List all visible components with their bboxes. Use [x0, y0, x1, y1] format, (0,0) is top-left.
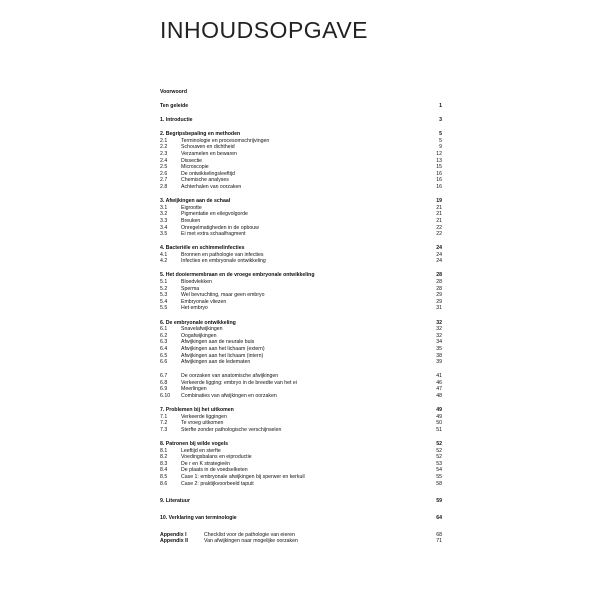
toc-page-number: 28 [436, 285, 442, 292]
toc-entry-title: Pigmentatie en eilegvolgorde [181, 211, 248, 218]
toc-entry-number: 6.7 [160, 373, 168, 380]
toc-section-row[interactable] [160, 414, 442, 421]
toc-entry-title: Leeftijd en sterfte [181, 447, 221, 454]
toc-entry-number: 2.6 [160, 170, 168, 177]
toc-page-number: 16 [436, 177, 442, 184]
toc-entry-title: Wel bevruchting, maar geen embryo [181, 292, 265, 299]
toc-chapter-row[interactable] [160, 272, 442, 279]
toc-section-row[interactable] [160, 454, 442, 461]
toc-page-number: 24 [436, 258, 442, 265]
toc-section-row[interactable] [160, 151, 442, 158]
toc-page-number: 49 [436, 407, 442, 414]
toc-entry-number: 3.4 [160, 224, 168, 231]
toc-entry-title: Sterfte zonder pathologische verschijnselen [181, 426, 282, 433]
toc-section-row[interactable] [160, 353, 442, 360]
toc-page-number: 51 [436, 426, 442, 433]
toc-spacer [160, 433, 442, 441]
toc-page-number: 39 [436, 359, 442, 366]
toc-section-row[interactable] [160, 420, 442, 427]
toc-entry-number: 6.8 [160, 379, 168, 386]
toc-page-number: 46 [436, 379, 442, 386]
toc-entry-title: Microscopie [181, 164, 209, 171]
toc-entry-title: 10. Verklaring van terminologie [160, 514, 237, 521]
toc-chapter-row[interactable] [160, 103, 442, 110]
toc-page-number: 52 [436, 440, 442, 447]
toc-page-number: 24 [436, 245, 442, 252]
toc-page-number: 50 [436, 420, 442, 427]
toc-entry-title: 6. De embryonale ontwikkeling [160, 319, 236, 326]
toc-entry-title: Van afwijkingen naar mogelijke oorzaken [204, 538, 298, 545]
toc-section-row[interactable] [160, 211, 442, 218]
toc-entry-title: Het embryo [181, 305, 208, 312]
toc-entry-title: Case 2: praktijkvoorbeeld tapuit [181, 480, 254, 487]
toc-entry-title: 8. Patronen bij wilde vogels [160, 440, 229, 447]
toc-page-number: 31 [436, 305, 442, 312]
toc-entry-number: 5.2 [160, 285, 168, 292]
toc-entry-number: 5.4 [160, 298, 168, 305]
toc-page-number: 29 [436, 298, 442, 305]
toc-page-number: 52 [436, 454, 442, 461]
toc-page-number: 5 [439, 131, 442, 138]
toc-entry-title: 9. Literatuur [160, 497, 190, 504]
toc-section-row[interactable] [160, 158, 442, 165]
toc-entry-number: Appendix I [160, 531, 187, 538]
toc-entry-number: 2.4 [160, 157, 168, 164]
toc-page-number: 28 [436, 272, 442, 279]
toc-entry-title: Bronnen en pathologie van infecties [181, 251, 264, 258]
toc-entry-number: 5.1 [160, 279, 168, 286]
toc-spacer [160, 238, 442, 246]
toc-entry-number: 8.6 [160, 480, 168, 487]
toc-page-number: 58 [436, 480, 442, 487]
toc-entry-title: Afwijkingen aan het lichaam (extern) [181, 345, 265, 352]
toc-entry-title: Breuken [181, 217, 201, 224]
toc-entry-number: 6.2 [160, 332, 168, 339]
toc-entry-number: 8.4 [160, 467, 168, 474]
toc-entry-title: Eigrootte [181, 204, 202, 211]
toc-chapter-row[interactable] [160, 89, 442, 96]
toc-section-row[interactable] [160, 184, 442, 191]
toc-entry-number: 7.2 [160, 420, 168, 427]
toc-entry-number: 6.5 [160, 352, 168, 359]
toc-page-number: 19 [436, 198, 442, 205]
toc-section-row[interactable] [160, 292, 442, 299]
toc-page-number: 41 [436, 373, 442, 380]
toc-page-number: 24 [436, 251, 442, 258]
toc-page-number: 53 [436, 460, 442, 467]
toc-page-number: 9 [439, 144, 442, 151]
toc-section-row[interactable] [160, 481, 442, 488]
toc-entry-number: 2.1 [160, 137, 168, 144]
toc-entry-number: 2.8 [160, 184, 168, 191]
toc-page-number: 54 [436, 467, 442, 474]
toc-chapter-row[interactable] [160, 498, 442, 505]
toc-entry-title: Bloedvlekken [181, 279, 212, 286]
toc-section-row[interactable] [160, 171, 442, 178]
toc-entry-number: 2.3 [160, 151, 168, 158]
toc-entry-title: Infecties en embryonale ontwikkeling [181, 258, 266, 265]
toc-section-row[interactable] [160, 218, 442, 225]
toc-section-row[interactable] [160, 427, 442, 434]
toc-chapter-row[interactable] [160, 515, 442, 522]
toc-page-number: 22 [436, 224, 442, 231]
toc-entry-title: Achterhalen van oorzaken [181, 184, 242, 191]
toc-chapter-row[interactable] [160, 441, 442, 448]
toc-section-row[interactable] [160, 448, 442, 455]
toc-entry-title: Snavelafwijkingen [181, 326, 223, 333]
toc-spacer [160, 487, 442, 498]
toc-spacer [160, 504, 442, 515]
toc-entry-number: 3.5 [160, 231, 168, 238]
toc-section-row[interactable] [160, 138, 442, 145]
toc-entry-title: Verkeerde ligging: embryo in de breedte van het ei [181, 379, 297, 386]
toc-entry-title: 3. Afwijkingen aan de schaal [160, 198, 231, 205]
toc-page-number: 13 [436, 157, 442, 164]
toc-entry-number: 4.2 [160, 258, 168, 265]
toc-entry-title: Sperma [181, 285, 200, 292]
toc-entry-number: 3.3 [160, 217, 168, 224]
page-title: INHOUDSOPGAVE [160, 17, 368, 43]
toc-entry-title: Case 1: embryonale afwijkingen bij sperwer en kerkuil [181, 473, 305, 480]
toc-page-number: 52 [436, 447, 442, 454]
toc-entry-title: 7. Problemen bij het uitkomen [160, 407, 234, 414]
toc-chapter-row[interactable] [160, 131, 442, 138]
toc-entry-title: Voorwoord [160, 89, 187, 95]
toc-entry-number: Appendix II [160, 538, 188, 545]
toc-section-row[interactable] [160, 225, 442, 232]
toc-page-number: 1 [439, 103, 442, 110]
toc-section-row[interactable] [160, 279, 442, 286]
toc-page-number: 3 [439, 117, 442, 124]
toc-section-row[interactable] [160, 177, 442, 184]
toc-entry-number: 3.2 [160, 211, 168, 218]
toc-entry-number: 2.5 [160, 164, 168, 171]
toc-entry-number: 4.1 [160, 251, 168, 258]
toc-chapter-row[interactable] [160, 117, 442, 124]
toc-spacer [160, 96, 442, 104]
toc-spacer [160, 312, 442, 320]
toc-section-row[interactable] [160, 252, 442, 259]
toc-page-number: 64 [436, 514, 442, 521]
toc-entry-number: 8.5 [160, 473, 168, 480]
toc-page-number: 68 [436, 531, 442, 538]
toc-entry-title: Dissectie [181, 157, 203, 164]
toc-entry-number: 6.9 [160, 386, 168, 393]
toc-page-number: 32 [436, 319, 442, 326]
toc-entry-number: 8.2 [160, 454, 168, 461]
toc-entry-title: Verkeerde liggingen [181, 413, 227, 420]
toc-spacer [160, 521, 442, 532]
toc-entry-title: Voedingsbalans en eiproductie [181, 454, 252, 461]
toc-entry-title: Schouwen en dichtheid [181, 144, 235, 151]
toc-chapter-row[interactable] [160, 245, 442, 252]
toc-entry-number: 6.3 [160, 339, 168, 346]
toc-section-row[interactable] [160, 532, 442, 539]
toc-spacer [160, 400, 442, 408]
toc-page-number: 29 [436, 292, 442, 299]
toc-section-row[interactable] [160, 299, 442, 306]
toc-entry-title: Afwijkingen aan de ledematen [181, 359, 251, 366]
toc-entry-title: Ei met extra schaalfragment [181, 231, 246, 238]
toc-entry-number: 2.7 [160, 177, 168, 184]
toc-entry-title: Afwijkingen aan het lichaam (intern) [181, 352, 264, 359]
toc-page-number: 16 [436, 170, 442, 177]
toc-section-row[interactable] [160, 205, 442, 212]
toc-page-number: 12 [436, 151, 442, 158]
toc-page-number: 22 [436, 231, 442, 238]
toc-page-number: 5 [439, 137, 442, 144]
toc-entry-title: De ontwikkelingsleeftijd [181, 170, 235, 177]
toc-entry-title: Te vroeg uitkomen [181, 420, 224, 427]
toc-section-row[interactable] [160, 461, 442, 468]
toc-entry-title: Combinaties van afwijkingen en oorzaken [181, 392, 277, 399]
toc-entry-title: 2. Begripsbepaling en methoden [160, 131, 241, 138]
toc-section-row[interactable] [160, 359, 442, 366]
toc-section-row[interactable] [160, 373, 442, 380]
toc-page-number: 28 [436, 279, 442, 286]
table-of-contents [160, 89, 442, 545]
toc-entry-title: Checklist voor de pathologie van eieren [204, 531, 295, 538]
toc-section-row[interactable] [160, 258, 442, 265]
toc-entry-title: De r en K strategieën [181, 460, 231, 467]
toc-page-number: 49 [436, 413, 442, 420]
toc-page-number: 38 [436, 352, 442, 359]
toc-section-row[interactable] [160, 386, 442, 393]
toc-section-row[interactable] [160, 326, 442, 333]
toc-section-row[interactable] [160, 538, 442, 545]
toc-entry-number: 6.1 [160, 326, 168, 333]
toc-chapter-row[interactable] [160, 407, 442, 414]
toc-entry-number: 3.1 [160, 204, 168, 211]
toc-page-number: 21 [436, 211, 442, 218]
toc-entry-number: 6.6 [160, 359, 168, 366]
toc-entry-number: 6.4 [160, 345, 168, 352]
toc-entry-title: 1. Introductie [160, 117, 193, 124]
toc-chapter-row[interactable] [160, 320, 442, 327]
toc-entry-title: Chemische analyses [181, 177, 229, 184]
toc-entry-title: 5. Het dooiermembraan en de vroege embryonale ontwikkeling [160, 272, 315, 279]
toc-entry-title: Onregelmatigheden in de opbouw [181, 224, 259, 231]
toc-entry-title: Afwijkingen aan de neurale buis [181, 339, 255, 346]
toc-page-number: 47 [436, 386, 442, 393]
toc-spacer [160, 265, 442, 273]
toc-spacer [160, 110, 442, 118]
toc-page-number: 21 [436, 217, 442, 224]
toc-entry-title: De oorzaken van anatomische afwijkingen [181, 373, 279, 380]
toc-entry-title: Meerlingen [181, 386, 207, 393]
toc-entry-number: 7.3 [160, 426, 168, 433]
toc-section-row[interactable] [160, 164, 442, 171]
toc-section-row[interactable] [160, 393, 442, 400]
toc-entry-title: 4. Bacteriële en schimmelinfecties [160, 245, 245, 252]
toc-entry-number: 6.10 [160, 392, 171, 399]
toc-entry-title: De plaats in de voedselketen [181, 467, 248, 474]
toc-section-row[interactable] [160, 286, 442, 293]
toc-page-number: 32 [436, 332, 442, 339]
toc-spacer [160, 191, 442, 199]
toc-page-number: 71 [436, 538, 442, 545]
toc-page-number: 15 [436, 164, 442, 171]
toc-section-row[interactable] [160, 474, 442, 481]
toc-page-number: 32 [436, 326, 442, 333]
toc-section-row[interactable] [160, 305, 442, 312]
toc-entry-title: Embryonale vliezen [181, 298, 227, 305]
toc-entry-number: 5.3 [160, 292, 168, 299]
toc-entry-number: 8.1 [160, 447, 168, 454]
toc-page-number: 35 [436, 345, 442, 352]
toc-section-row[interactable] [160, 339, 442, 346]
toc-entry-number: 5.5 [160, 305, 168, 312]
toc-section-row[interactable] [160, 144, 442, 151]
toc-chapter-row[interactable] [160, 198, 442, 205]
toc-page-number: 59 [436, 497, 442, 504]
toc-entry-title: Terminologie en procesomschrijvingen [181, 137, 270, 144]
toc-entry-title: Oogafwijkingen [181, 332, 217, 339]
toc-entry-title: Verzamelen en bewaren [181, 151, 237, 158]
toc-section-row[interactable] [160, 380, 442, 387]
toc-section-row[interactable] [160, 346, 442, 353]
toc-section-row[interactable] [160, 467, 442, 474]
toc-entry-number: 2.2 [160, 144, 168, 151]
toc-entry-number: 7.1 [160, 413, 168, 420]
toc-entry-title: Ten geleide [160, 103, 189, 110]
toc-section-row[interactable] [160, 333, 442, 340]
toc-section-row[interactable] [160, 231, 442, 238]
toc-spacer [160, 124, 442, 132]
toc-page-number: 48 [436, 392, 442, 399]
toc-page-number: 16 [436, 184, 442, 191]
toc-page-number: 34 [436, 339, 442, 346]
toc-spacer [160, 366, 442, 374]
toc-entry-number: 8.3 [160, 460, 168, 467]
toc-page-number: 55 [436, 473, 442, 480]
toc-page-number: 21 [436, 204, 442, 211]
